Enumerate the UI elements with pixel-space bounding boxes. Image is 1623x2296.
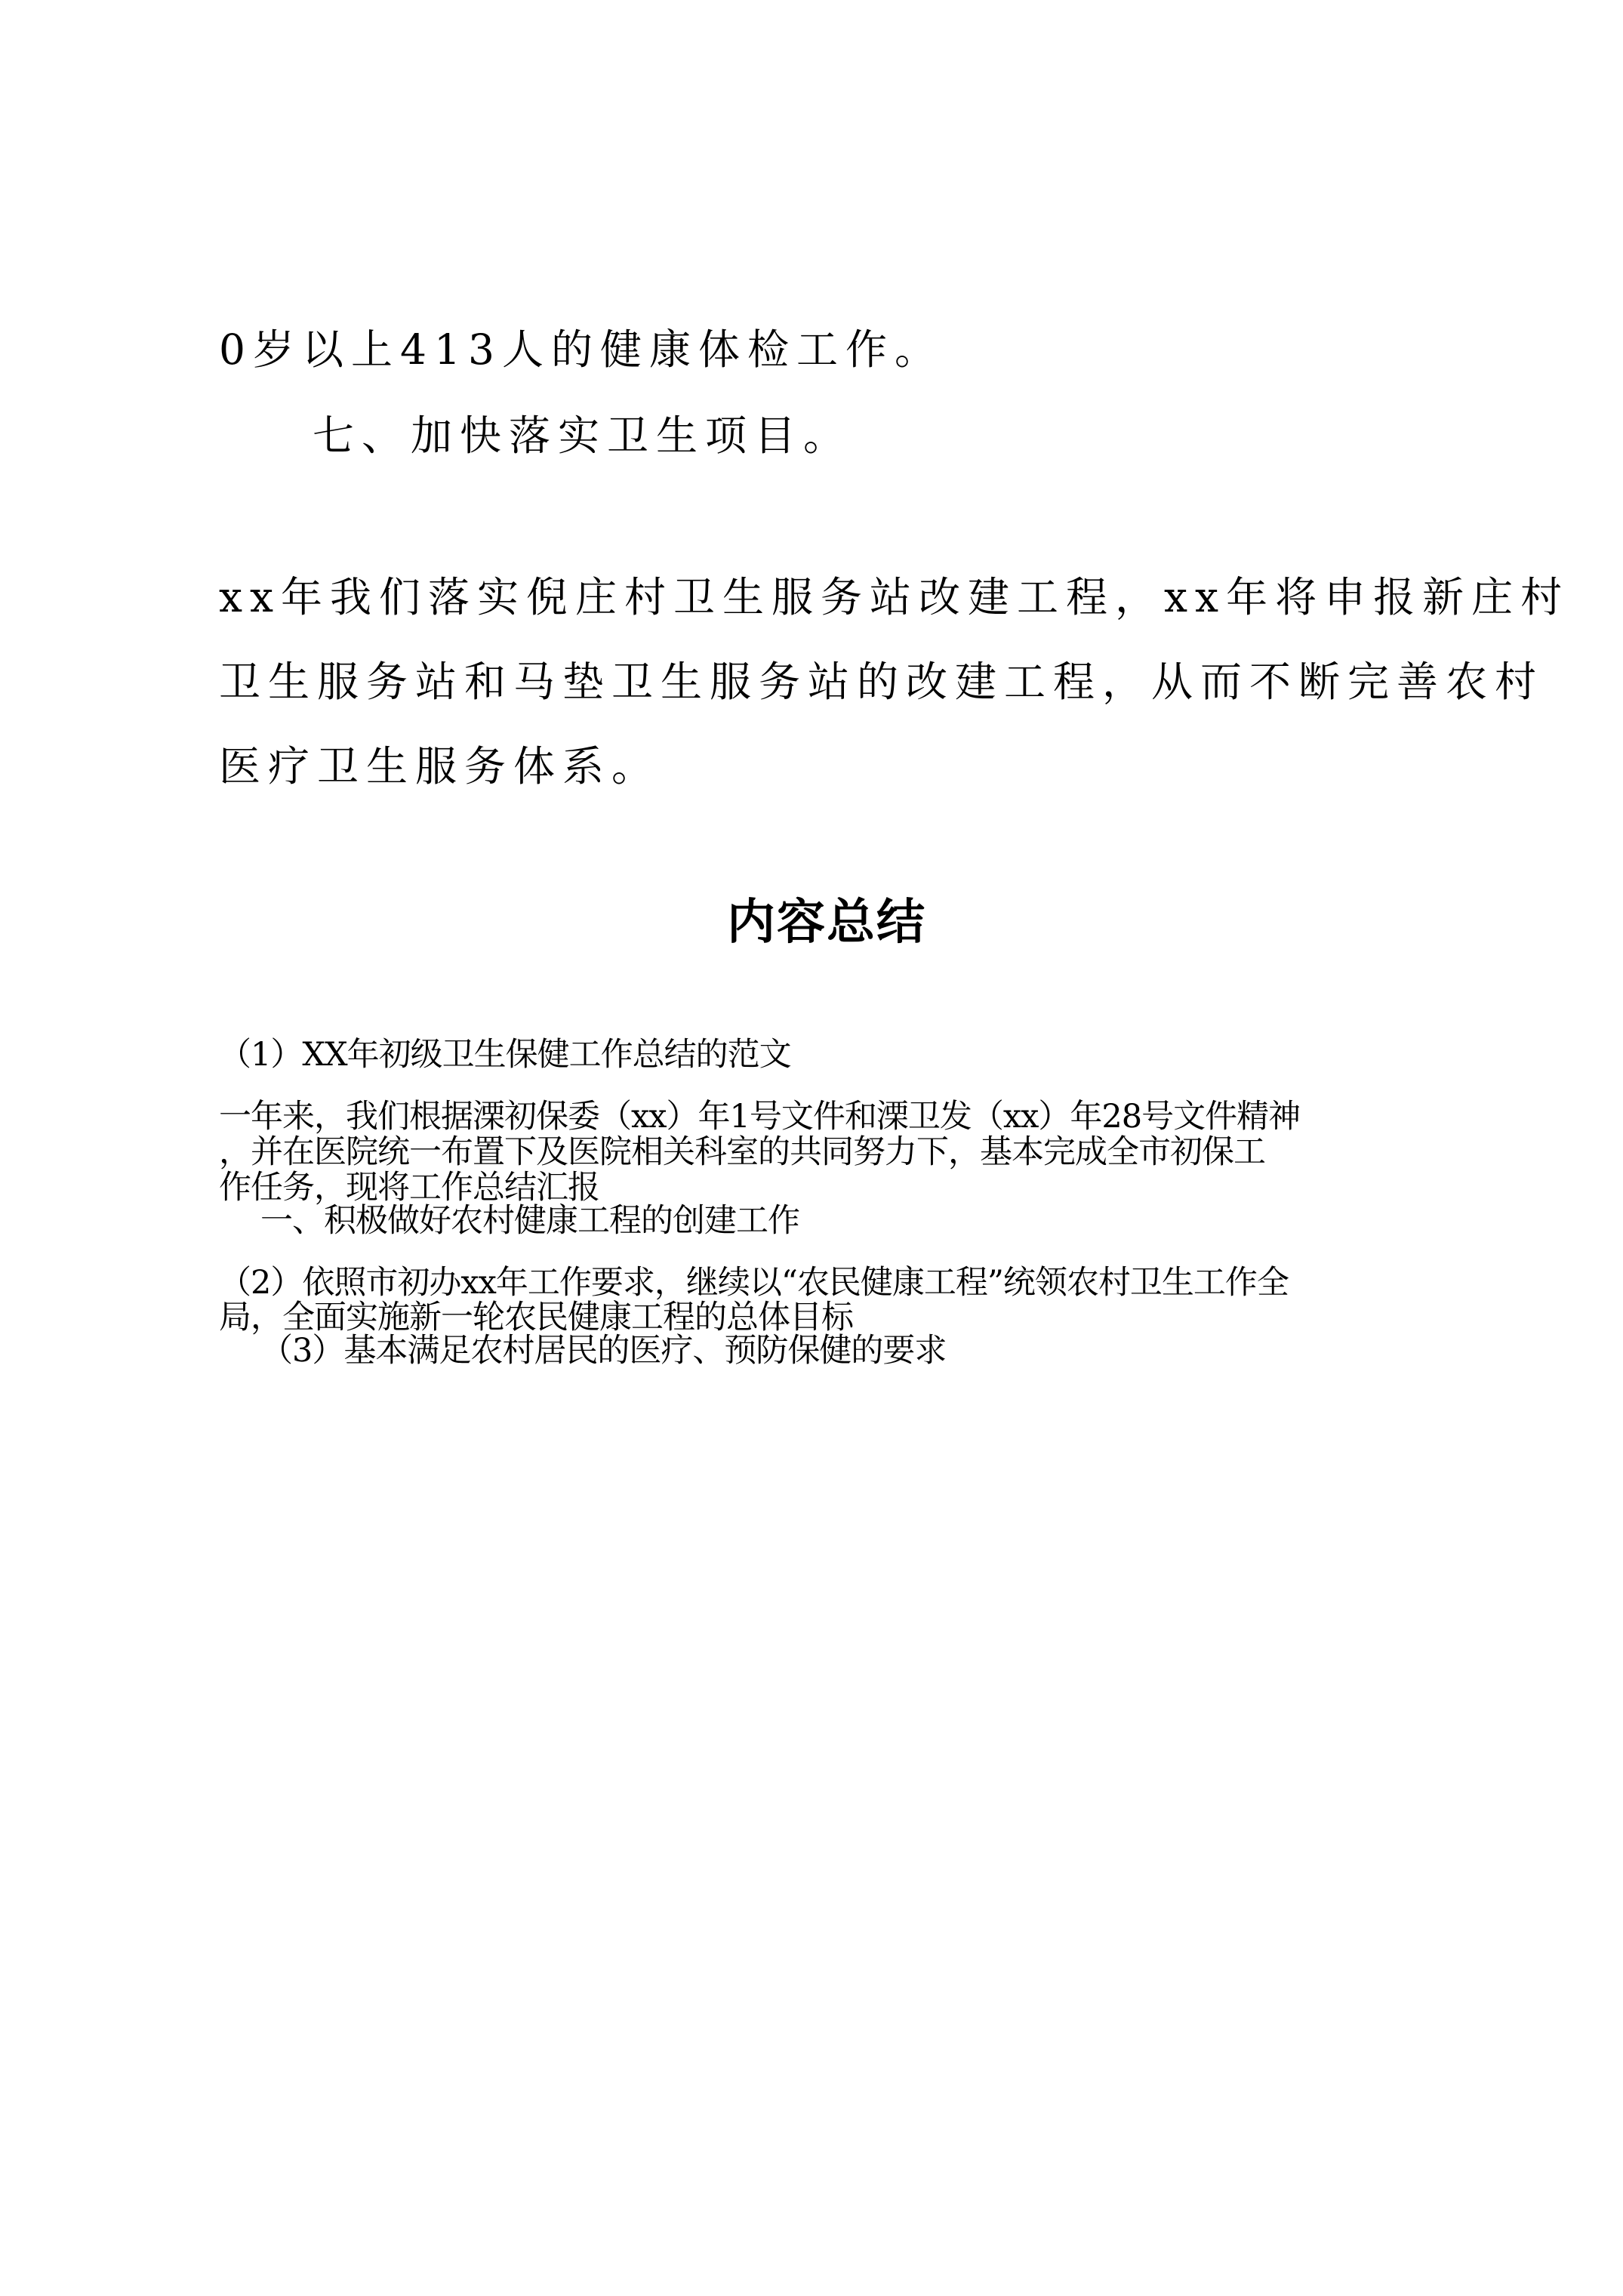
summary-item: （3）基本满足农村居民的医疗、预防保健的要求 — [260, 1332, 947, 1370]
summary-subheading: 一、积极做好农村健康工程的创建工作 — [260, 1202, 799, 1240]
paragraph-line: xx年我们落实倪庄村卫生服务站改建工程，xx年将申报新庄村 — [219, 573, 1570, 621]
summary-detail-line: 一年来，我们根据溧初保委（xx）年1号文件和溧卫发（xx）年28号文件精神 — [219, 1098, 1301, 1136]
section-heading: 七、加快落实卫生项目。 — [313, 411, 853, 460]
summary-item-continuation: 局，全面实施新一轮农民健康工程的总体目标 — [219, 1299, 853, 1336]
summary-title: 内容总结 — [727, 895, 926, 951]
summary-item: （1）XX年初级卫生保健工作总结的范文 — [219, 1036, 791, 1074]
summary-detail-line: 作任务，现将工作总结汇报 — [219, 1169, 599, 1207]
paragraph-line: 医疗卫生服务体系。 — [219, 742, 661, 791]
summary-item: （2）依照市初办xx年工作要求，继续以“农民健康工程”统领农村卫生工作全 — [219, 1264, 1289, 1302]
summary-detail-line: ，并在医院统一布置下及医院相关科室的共同努力下，基本完成全市初保工 — [219, 1133, 1265, 1171]
paragraph-line: 卫生服务站和马垫卫生服务站的改建工程，从而不断完善农村 — [219, 658, 1544, 706]
body-line: 0岁以上413人的健康体检工作。 — [219, 325, 944, 374]
